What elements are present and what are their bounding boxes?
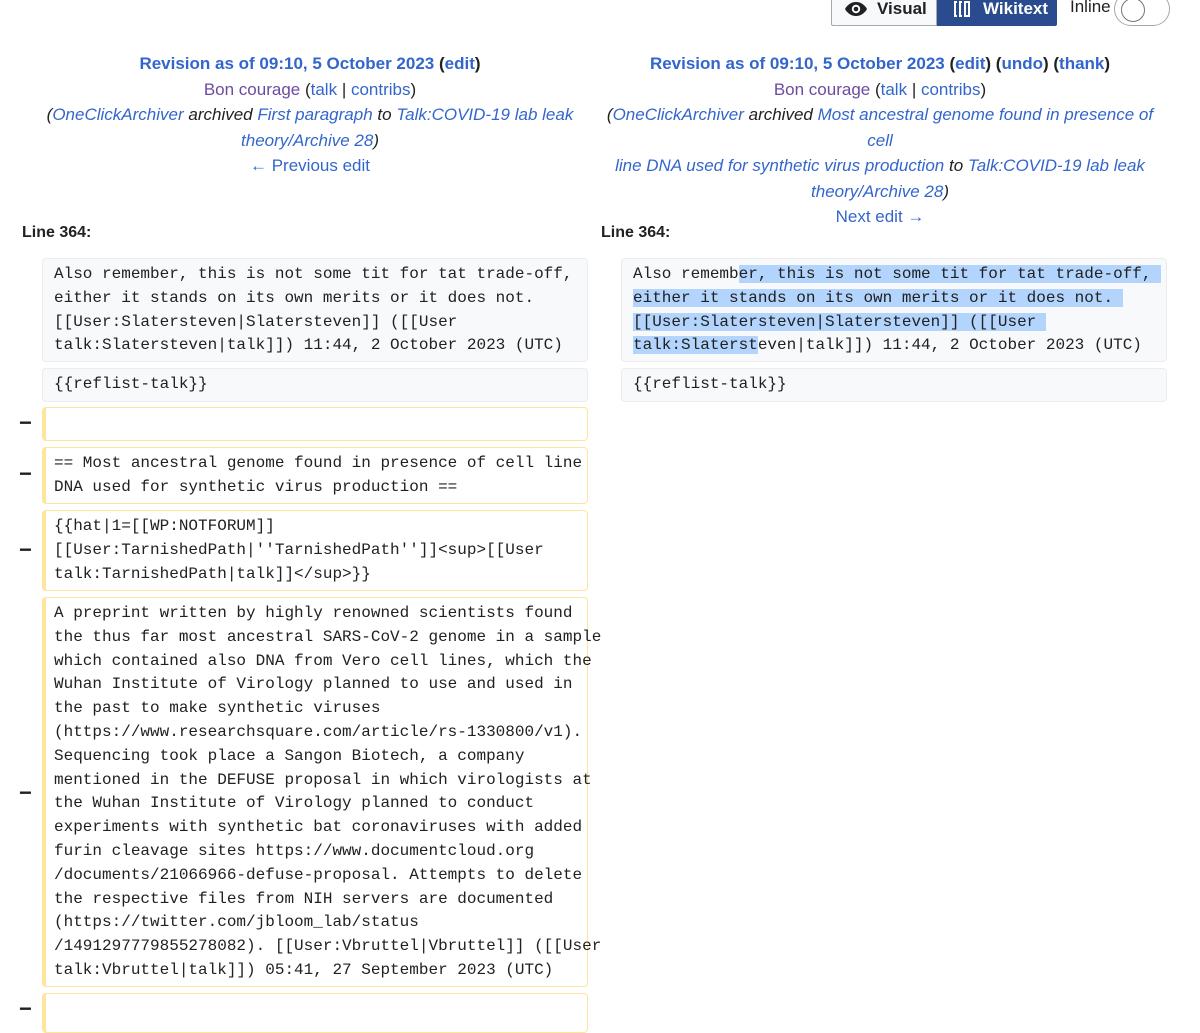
old-summary-target-link[interactable]: Talk:COVID-19 lab leak [396,105,574,124]
selected-text: [[User:Slatersteven|Slatersteven]] ([[User [633,312,1046,331]
diff-line: /documents/21066966-defuse-proposal. Attempts to delete [54,865,583,884]
undo-link[interactable]: undo [1001,54,1043,73]
deleted-empty-line [42,407,588,441]
diff-line: Sequencing took place a Sangon Biotech, a company [54,746,525,765]
old-revision-link[interactable]: Revision as of 09:10, 5 October 2023 [139,54,435,73]
deleted-line-marker: − [19,461,32,486]
next-edit-link[interactable]: Next edit → [835,207,925,226]
diff-line: talk:Vbruttel|talk]]) 05:41, 27 September 2023 (UTC) [54,960,554,979]
selected-text: er, this is not some tit for tat trade-off, [738,265,1162,283]
diff-line: the respective files from NIH servers are documented [54,889,554,908]
new-summary-target-link-cont[interactable]: theory/Archive 28 [811,181,944,201]
old-summary-to: to [377,105,392,124]
diff-line: the past to make synthetic viruses [54,699,381,718]
old-summary-user-link[interactable]: OneClickArchiver [52,105,184,124]
diff-line: Wuhan Institute of Virology planned to use and used in [54,675,573,694]
diff-line: A preprint written by highly renowned scientists found [54,604,573,622]
new-summary-target-link[interactable]: Talk:COVID-19 lab leak [967,156,1145,175]
new-edit-link[interactable]: edit [955,54,986,73]
new-reflist: {{reflist-talk}} [621,368,1167,402]
diff-line: talk:TarnishedPath|talk]]</sup>}} [54,564,371,583]
selected-text: talk:Slaterst [633,336,758,355]
old-line-number: Line 364: [22,224,92,241]
diff-line: DNA used for synthetic virus production == [54,477,458,496]
new-user-contribs-link[interactable]: contribs [920,79,981,99]
visual-label: Visual [877,0,927,18]
deleted-section-heading [42,447,588,504]
old-revision-header: Revision as of 09:10, 5 October 2023 (edit) Bon courage (talk | contribs) (OneClickArchiver archived First paragraph to Talk:COVID-19 lab leak theory/Archive 28) ← Previous edit [46,54,574,175]
wikitext-diff-button[interactable] [937,0,1057,26]
diff-text: even|talk]]) 11:44, 2 October 2023 (UTC) [757,336,1142,355]
diff-line: talk:Slatersteven|talk]]) 11:44, 2 October 2023 (UTC) [54,336,563,355]
visual-diff-button[interactable] [831,0,937,26]
deleted-line-marker: − [19,996,32,1021]
new-summary-section-link[interactable]: Most ancestral genome found in presence of cell [817,105,1154,150]
old-summary-section-link[interactable]: First paragraph [257,105,373,124]
diff-line: == Most ancestral genome found in presence of cell line [54,454,583,472]
old-summary-target-link-cont[interactable]: theory/Archive 28 [241,130,374,150]
diff-line: which contained also DNA from Vero cell lines, which the [54,651,592,670]
diff-line: Also remember, this is not some tit for tat trade-off, [54,265,573,283]
diff-line: [[User:TarnishedPath|''TarnishedPath'']]<sup>[[User [54,540,544,559]
diff-line: mentioned in the DEFUSE proposal in which virologists at [54,770,592,789]
diff-line: /1491297779855278082). [[User:Vbruttel|Vbruttel]] ([[User [54,937,602,956]
toggle-knob [1121,0,1145,22]
new-summary-section-link-cont[interactable]: line DNA used for synthetic virus production [615,156,945,175]
old-user-talk-link[interactable]: talk [310,79,338,99]
thank-link[interactable]: thank [1059,54,1105,73]
diff-line: (https://twitter.com/jbloom_lab/status [54,913,419,932]
diff-line: the thus far most ancestral SARS-CoV-2 genome in a sample [54,627,602,646]
old-context-paragraph [42,258,588,362]
old-edit-link[interactable]: edit [444,54,475,73]
deleted-line-marker: − [19,537,32,562]
new-revision-header: Revision as of 09:10, 5 October 2023 (edit) (undo) (thank) Bon courage (talk | contribs) (OneClickArchiver archived Most ancestral genome found in presence of cell line DNA used for synthetic virus production to Talk:COVID-19 lab leak theory/Archive 28) Next edit → [606,54,1154,226]
deleted-line-marker: − [19,410,32,435]
deleted-comment-paragraph [42,597,602,987]
previous-edit-link[interactable]: ← Previous edit [250,156,370,175]
deleted-hat-template [42,510,588,591]
diff-line: {{hat|1=[[WP:NOTFORUM]] [54,517,275,535]
new-line-number: Line 364: [601,224,671,241]
diff-line: either it stands on its own merits or it does not. [54,288,535,307]
new-user-talk-link[interactable]: talk [880,79,908,99]
diff-text: Also rememb [633,265,739,283]
inline-toggle-label: Inline [1070,0,1111,16]
new-context-paragraph [621,258,1167,362]
new-user-link[interactable]: Bon courage [773,79,871,99]
eye-icon [844,1,868,17]
diff-line: (https://www.researchsquare.com/article/rs-1330800/v1). [54,722,583,741]
old-user-link[interactable]: Bon courage [203,79,301,99]
diff-line: experiments with synthetic bat coronaviruses with added [54,818,583,837]
new-summary-action: archived [748,105,813,124]
new-summary-user-link[interactable]: OneClickArchiver [612,105,744,124]
diff-line: [[User:Slatersteven|Slatersteven]] ([[User [54,312,458,331]
diff-line: the Wuhan Institute of Virology planned to conduct [54,794,535,813]
deleted-line-marker: − [19,780,32,805]
selected-text: either it stands on its own merits or it does not. [633,288,1123,307]
old-summary-action: archived [188,105,253,124]
deleted-empty-line [42,993,588,1033]
old-reflist: {{reflist-talk}} [42,368,588,402]
new-summary-to: to [948,156,964,175]
new-revision-link[interactable]: Revision as of 09:10, 5 October 2023 [649,54,945,73]
wikitext-icon [952,0,974,18]
diff-type-toolbar [831,0,1057,26]
old-user-contribs-link[interactable]: contribs [350,79,411,99]
inline-toggle-switch[interactable] [1114,0,1170,26]
wikitext-label: Wikitext [983,0,1049,18]
diff-line: furin cleavage sites https://www.documentcloud.org [54,841,535,860]
